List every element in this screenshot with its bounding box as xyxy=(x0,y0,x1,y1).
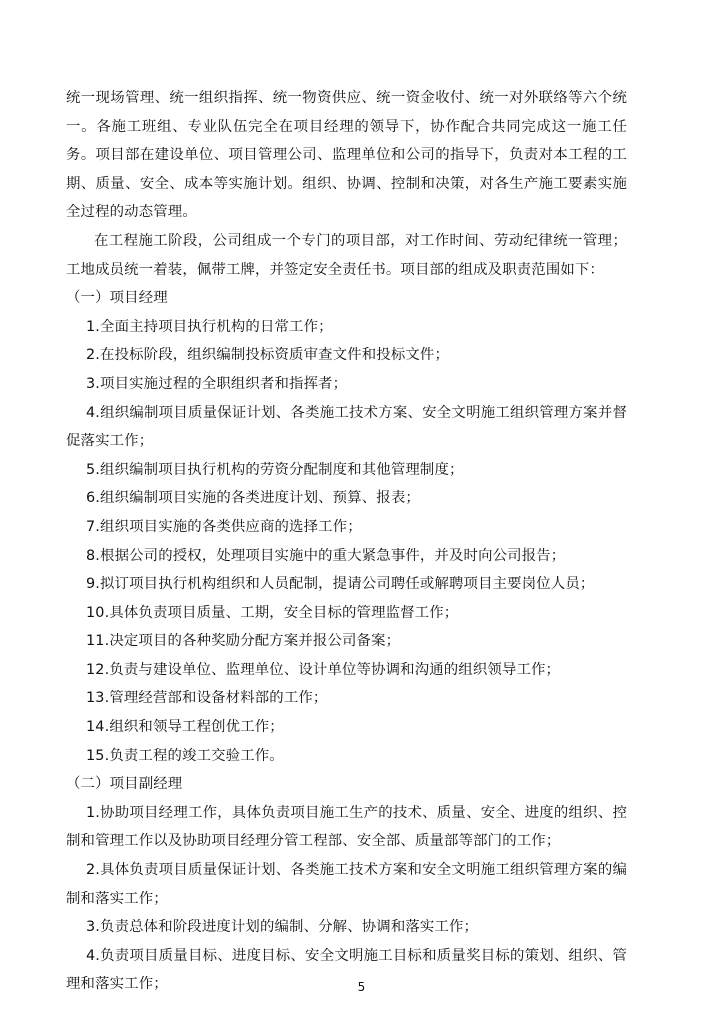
list-item: 5.组织编制项目执行机构的劳资分配制度和其他管理制度； xyxy=(86,461,464,478)
list-item: 4.组织编制项目质量保证计划、各类施工技术方案、安全文明施工组织管理方案并督促落实工作； xyxy=(66,404,627,450)
list-item: 2.具体负责项目质量保证计划、各类施工技术方案和安全文明施工组织管理方案的编制和落实工作； xyxy=(66,862,627,907)
intro-paragraph-2: 在工程施工阶段，公司组成一个专门的项目部，对工作时间、劳动纪律统一管理；工地成员统一着装，佩带工牌，并签定安全责任书。项目部的组成及职责范围如下： xyxy=(66,232,627,278)
list-item: 3.负责总体和阶段进度计划的编制、分解、协调和落实工作； xyxy=(86,919,479,936)
section-heading-deputy-manager: （二）项目副经理 xyxy=(66,776,183,793)
list-item: 4.负责项目质量目标、进度目标、安全文明施工目标和质量奖目标的策划、组织、管理和落实工作； xyxy=(66,947,627,993)
list-item: 15.负责工程的竣工交验工作。 xyxy=(86,747,284,764)
list-item: 8.根据公司的授权，处理项目实施中的重大紧急事件，并及时向公司报告； xyxy=(86,547,566,564)
intro-paragraph-1: 统一现场管理、统一组织指挥、统一物资供应、统一资金收付、统一对外联络等六个统一。各施工班组、专业队伍完全在项目经理的领导下，协作配合共同完成这一施工任务。项目部在建设单位、项目管理公司、监理单位和公司的指导下，负责对本工程的工期、质量、安全、成本等实施计划。组织、协调、控制和决策，对各生产施工要素实施全过程的动态管理。 xyxy=(66,90,627,221)
list-item: 9.拟订项目执行机构组织和人员配制，提请公司聘任或解聘项目主要岗位人员； xyxy=(86,576,595,593)
list-item: 12.负责与建设单位、监理单位、设计单位等协调和沟通的组织领导工作； xyxy=(86,661,561,678)
list-item: 2.在投标阶段，组织编制投标资质审查文件和投标文件； xyxy=(86,347,450,364)
list-item: 14.组织和领导工程创优工作； xyxy=(86,719,284,736)
list-item: 13.管理经营部和设备材料部的工作； xyxy=(86,690,328,707)
list-item: 7.组织项目实施的各类供应商的选择工作； xyxy=(86,518,362,535)
list-item: 10.具体负责项目质量、工期，安全目标的管理监督工作； xyxy=(86,604,459,621)
list-item: 6.组织编制项目实施的各类进度计划、预算、报表； xyxy=(86,490,420,507)
document-body xyxy=(66,84,627,999)
list-item: 1.协助项目经理工作，具体负责项目施工生产的技术、质量、安全、进度的组织、控制和管理工作以及协助项目经理分管工程部、安全部、质量部等部门的工作； xyxy=(66,804,627,850)
section-heading-project-manager: （一）项目经理 xyxy=(66,290,168,307)
list-item: 11.决定项目的各种奖励分配方案并报公司备案； xyxy=(86,633,401,650)
list-item: 3.项目实施过程的全职组织者和指挥者； xyxy=(86,375,348,392)
page-number: 5 xyxy=(357,980,366,994)
list-item: 1.全面主持项目执行机构的日常工作； xyxy=(86,318,333,335)
